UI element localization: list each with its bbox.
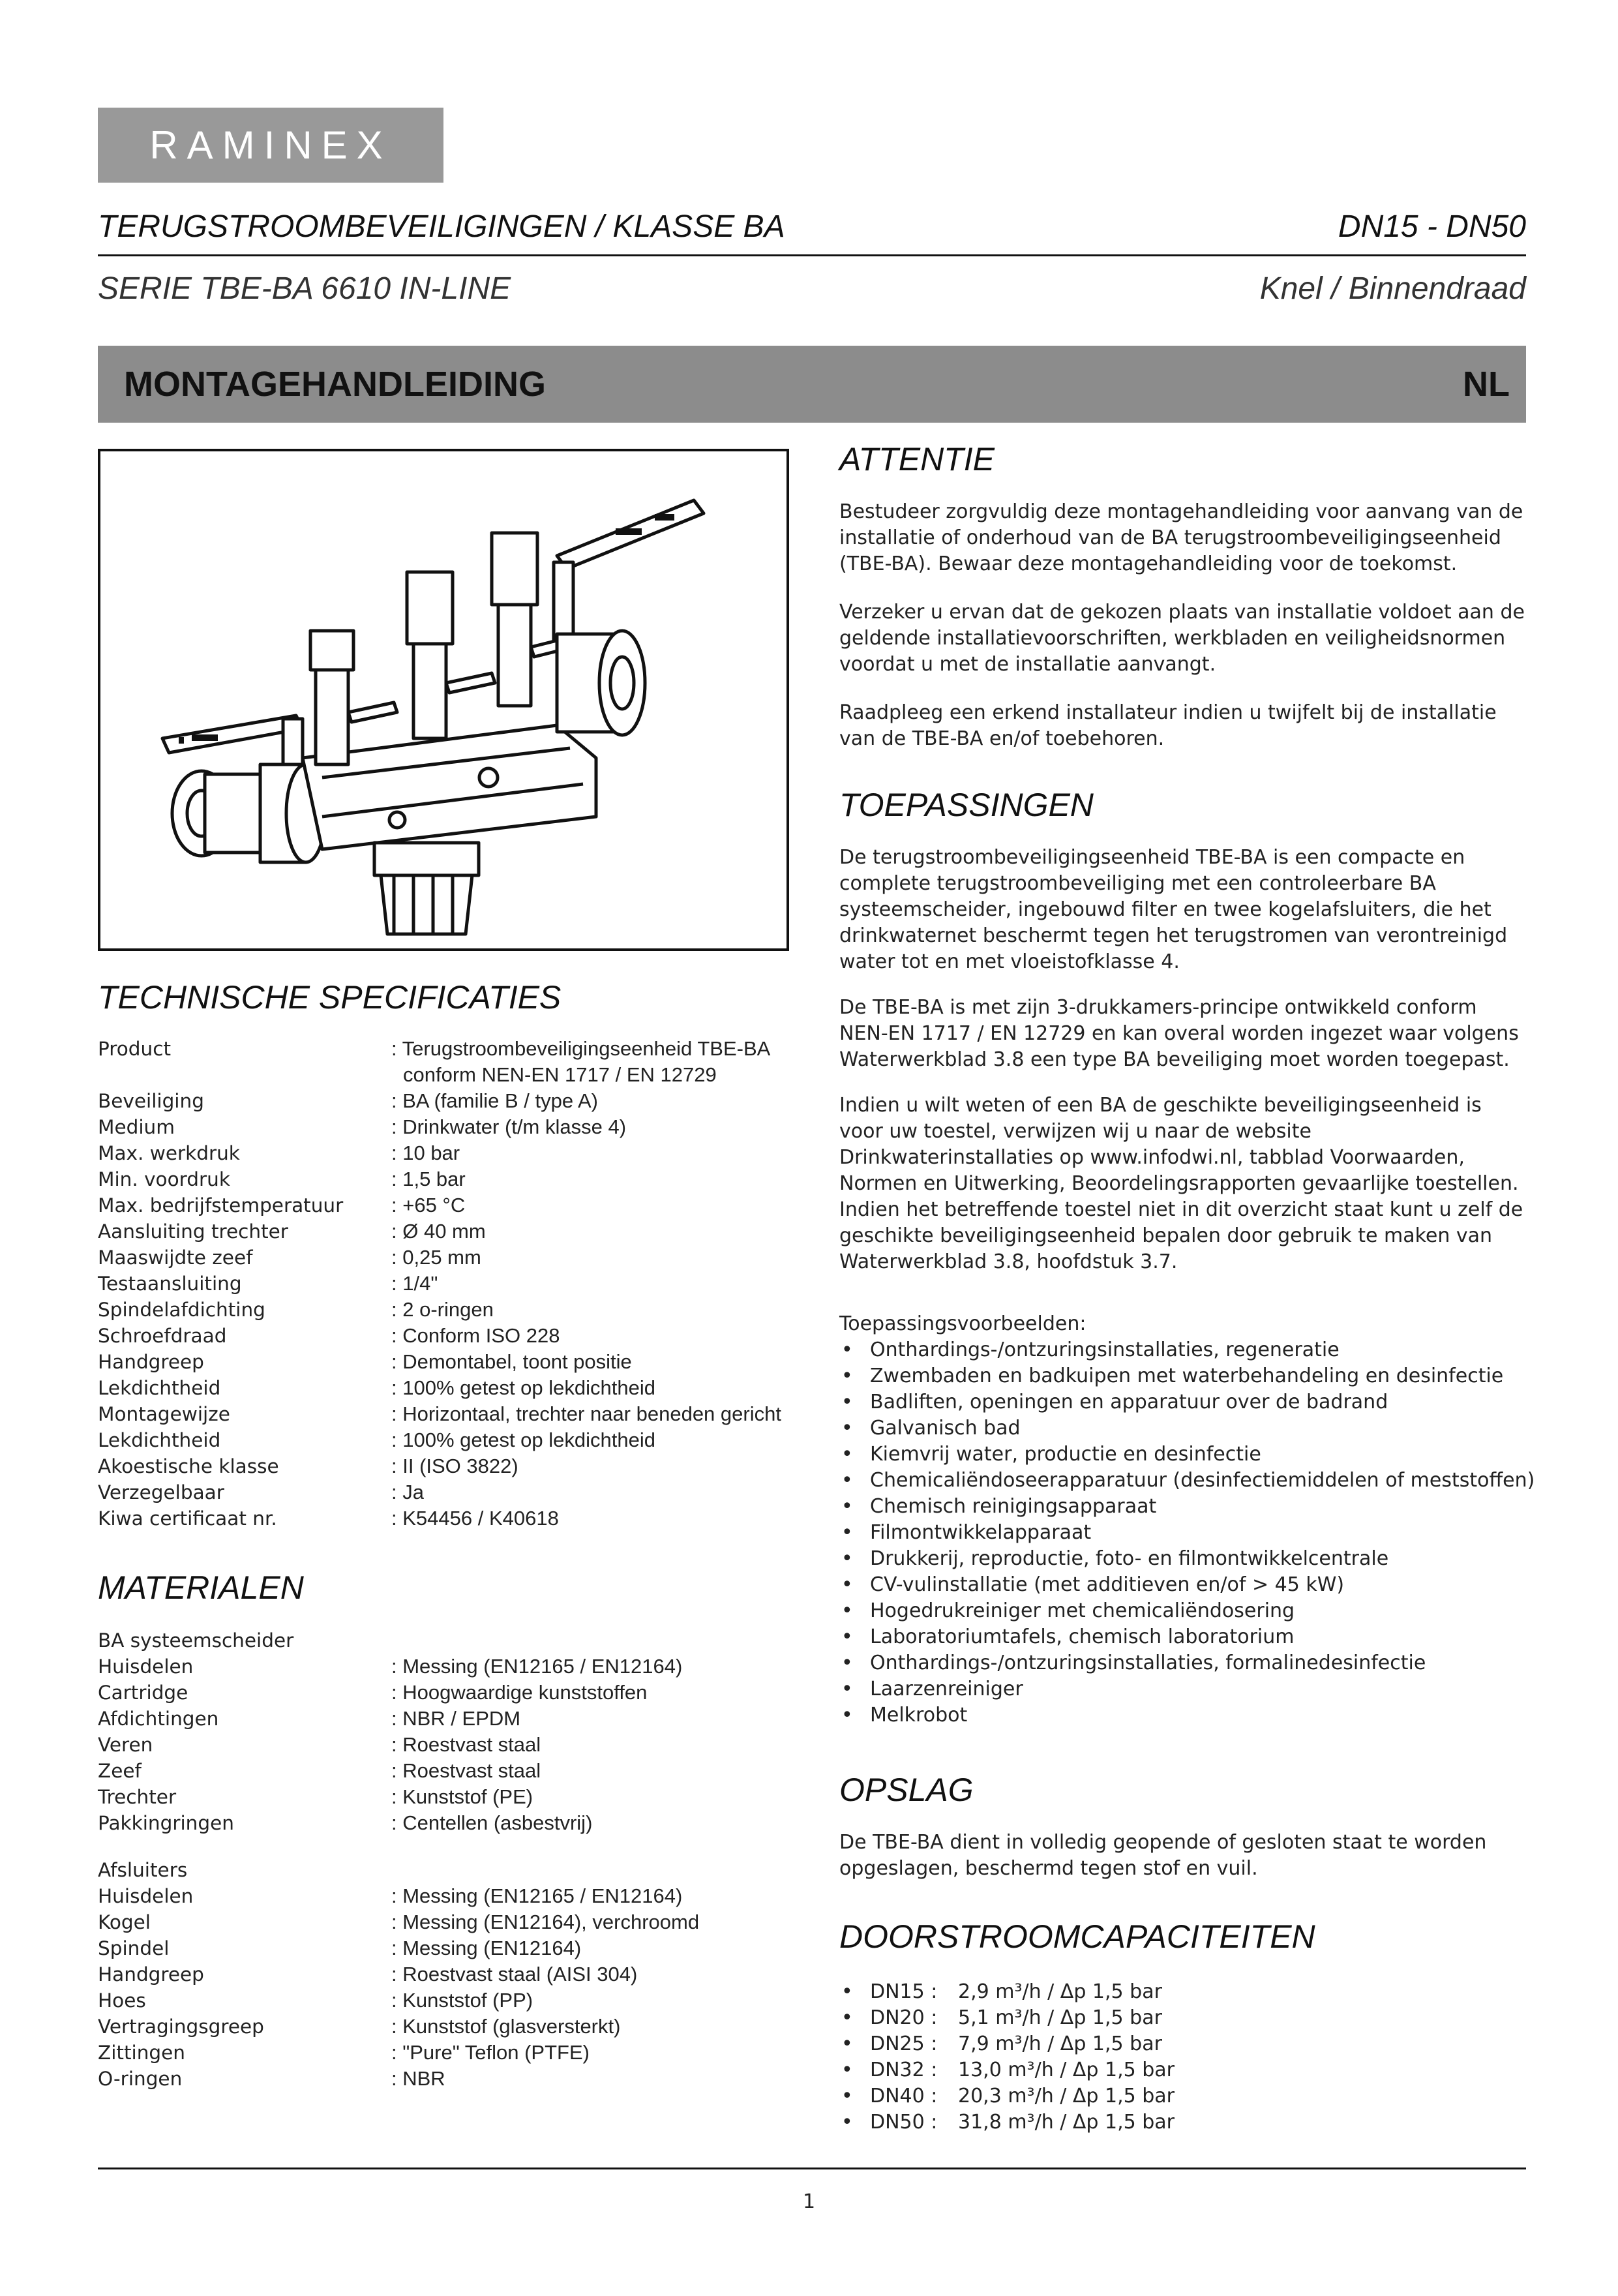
header-divider — [98, 254, 1526, 256]
examples-label: Toepassingsvoorbeelden: — [839, 1312, 1086, 1335]
material-value: : Roestvast staal (AISI 304) — [391, 1963, 638, 1986]
spec-key: Spindelafdichting — [98, 1299, 265, 1321]
flow-value: 20,3 m³/h / Δp 1,5 bar — [958, 2085, 1175, 2107]
spec-row — [98, 1166, 781, 1192]
storage-text — [839, 1830, 1524, 1904]
spec-key — [98, 1062, 391, 1088]
flow-value: 7,9 m³/h / Δp 1,5 bar — [958, 2032, 1162, 2055]
materials-table — [98, 1627, 699, 2092]
attention-paragraph: Raadpleeg een erkend installateur indien u twijfelt bij de installatie van de TBE-BA en/of toebehoren. — [839, 701, 1497, 750]
language-code: NL — [1463, 365, 1510, 404]
flow-size: DN15 : — [870, 1980, 938, 2003]
applications-heading: TOEPASSINGEN — [839, 787, 1094, 823]
spec-value: : 100% getest op lekdichtheid — [391, 1428, 655, 1451]
materials-group-label — [98, 1627, 699, 1654]
material-value: : Centellen (asbestvrij) — [391, 1811, 593, 1834]
flow-value: 2,9 m³/h / Δp 1,5 bar — [958, 1980, 1162, 2003]
spec-key: Montagewijze — [98, 1403, 230, 1425]
material-key: Pakkingringen — [98, 1812, 234, 1834]
material-key: Zittingen — [98, 2042, 186, 2064]
material-key: Vertragingsgreep — [98, 2016, 264, 2038]
spec-key: Max. bedrijfstemperatuur — [98, 1194, 344, 1216]
material-row — [98, 1909, 699, 1935]
flow-size: DN25 : — [870, 2032, 938, 2055]
header-title-row — [98, 209, 1526, 245]
material-key: Hoes — [98, 1989, 146, 2012]
spec-key: Lekdichtheid — [98, 1429, 221, 1451]
spec-row — [98, 1192, 781, 1218]
spec-value: : II (ISO 3822) — [391, 1455, 518, 1477]
spec-row — [98, 1349, 781, 1375]
spec-row — [98, 1114, 781, 1140]
flow-value: 13,0 m³/h / Δp 1,5 bar — [958, 2059, 1175, 2081]
material-key: Huisdelen — [98, 1655, 194, 1678]
spec-value: conform NEN-EN 1717 / EN 12729 — [403, 1063, 717, 1086]
spec-value: : 0,25 mm — [391, 1246, 481, 1269]
material-key: Afdichtingen — [98, 1708, 219, 1730]
material-row — [98, 1987, 699, 2014]
spec-row — [98, 1062, 781, 1088]
material-value: : Kunststof (glasversterkt) — [391, 2015, 621, 2038]
material-value: : NBR / EPDM — [391, 1707, 521, 1730]
material-key: Huisdelen — [98, 1885, 194, 1907]
applications-paragraph: De TBE-BA is met zijn 3-drukkamers-principe ontwikkeld conform NEN-EN 1717 / EN 12729 en kan overal worden ingezet waar volgens Waterwerkblad 3.8 een type BA beveiliging moet worden toegepast. — [839, 996, 1519, 1071]
spec-value: : Demontabel, toont positie — [391, 1350, 632, 1373]
header-subtitle-row — [98, 271, 1526, 307]
list-item: • Onthardings-/ontzuringsinstallaties, formalinedesinfectie — [839, 1650, 1531, 1676]
spec-value: : 2 o-ringen — [391, 1298, 494, 1321]
applications-paragraph: Indien u wilt weten of een BA de geschikte beveiligingseenheid is voor uw toestel, verwijzen wij u naar de website Drinkwaterinstallaties op www.infodwi.nl, tabblad Voorwaarden, Normen en Uitwerking, Beoordelingsrapporten gevaarlijke toestellen. Indien het betreffende toestel niet in dit overzicht staat kunt u zelf de geschikte beveiligingseenheid bepalen door gebruik te maken van Waterwerkblad 3.8, hoofdstuk 3.7. — [839, 1094, 1523, 1273]
flow-value: 5,1 m³/h / Δp 1,5 bar — [958, 2006, 1162, 2029]
material-row — [98, 1883, 699, 1909]
spec-row — [98, 1375, 781, 1401]
list-item: • Zwembaden en badkuipen met waterbehandeling en desinfectie — [839, 1363, 1531, 1389]
spec-value: : 1,5 bar — [391, 1168, 466, 1190]
list-item: • Galvanisch bad — [839, 1415, 1531, 1442]
material-row — [98, 1732, 699, 1758]
spec-value: : Drinkwater (t/m klasse 4) — [391, 1115, 627, 1138]
list-item: • Melkrobot — [839, 1702, 1531, 1729]
attention-text — [839, 499, 1527, 774]
list-item: • Chemisch reinigingsapparaat — [839, 1494, 1531, 1520]
spec-value: : 1/4" — [391, 1272, 438, 1295]
spec-row — [98, 1427, 781, 1453]
product-illustration — [98, 449, 789, 951]
material-value: : Kunststof (PP) — [391, 1989, 533, 2012]
flow-item — [839, 2031, 1175, 2057]
spec-row — [98, 1505, 781, 1532]
spec-key: Max. werkdruk — [98, 1142, 240, 1164]
material-key: Veren — [98, 1734, 153, 1756]
material-row — [98, 1758, 699, 1784]
attention-heading: ATTENTIE — [839, 441, 995, 477]
material-row — [98, 1706, 699, 1732]
material-key: Kogel — [98, 1911, 151, 1933]
material-row — [98, 1810, 699, 1836]
examples-list — [839, 1337, 1535, 1729]
spec-row — [98, 1088, 781, 1114]
flow-list — [839, 1979, 1175, 2136]
spec-key: Maaswijdte zeef — [98, 1246, 253, 1269]
list-item: • Laarzenreiniger — [839, 1676, 1531, 1702]
material-row — [98, 1935, 699, 1961]
spec-value: : +65 °C — [391, 1194, 466, 1216]
spec-key: Testaansluiting — [98, 1273, 242, 1295]
material-value: : Roestvast staal — [391, 1759, 541, 1782]
spec-key: Medium — [98, 1116, 175, 1138]
spec-row — [98, 1271, 781, 1297]
spec-row — [98, 1323, 781, 1349]
flow-item — [839, 1979, 1175, 2005]
spec-row — [98, 1297, 781, 1323]
spec-value: : Horizontaal, trechter naar beneden gericht — [391, 1402, 781, 1425]
material-row — [98, 2066, 699, 2092]
material-value: : Messing (EN12165 / EN12164) — [391, 1884, 683, 1907]
raminex-logo: RAMINEX — [98, 108, 443, 183]
spec-value: : Conform ISO 228 — [391, 1324, 560, 1347]
material-value: : Messing (EN12164), verchroomd — [391, 1911, 700, 1933]
materials-heading: MATERIALEN — [98, 1569, 304, 1606]
footer-divider — [98, 2168, 1526, 2169]
list-item: • Chemicaliëndoseerapparatuur (desinfectiemiddelen of meststoffen) — [839, 1468, 1531, 1494]
page-number: 1 — [802, 2190, 816, 2213]
flow-item — [839, 2005, 1175, 2031]
spec-value: : BA (familie B / type A) — [391, 1089, 599, 1112]
material-key: Handgreep — [98, 1963, 204, 1986]
spec-row — [98, 1036, 781, 1062]
spec-key: Beveiliging — [98, 1090, 204, 1112]
document-banner — [98, 346, 1526, 423]
material-key: Spindel — [98, 1937, 170, 1959]
spec-key: Akoestische klasse — [98, 1455, 279, 1477]
spec-key: Kiwa certificaat nr. — [98, 1507, 277, 1530]
list-item: • Kiemvrij water, productie en desinfectie — [839, 1442, 1531, 1468]
banner-title: MONTAGEHANDLEIDING — [124, 365, 546, 404]
flow-size: DN50 : — [870, 2111, 938, 2134]
list-item: • Badliften, openingen en apparatuur over de badrand — [839, 1389, 1531, 1415]
material-value: : Kunststof (PE) — [391, 1785, 533, 1808]
list-item: • Drukkerij, reproductie, foto- en filmontwikkelcentrale — [839, 1546, 1531, 1572]
flow-size: DN32 : — [870, 2059, 938, 2081]
flow-item — [839, 2109, 1175, 2136]
applications-examples — [839, 1311, 1535, 1729]
material-row — [98, 2014, 699, 2040]
product-title: TERUGSTROOMBEVEILIGINGEN / KLASSE BA — [98, 209, 785, 244]
spec-value: : 100% getest op lekdichtheid — [391, 1376, 655, 1399]
spec-value: : K54456 / K40618 — [391, 1507, 559, 1530]
flow-size: DN40 : — [870, 2085, 938, 2107]
material-row — [98, 1784, 699, 1810]
list-item: • Filmontwikkelapparaat — [839, 1520, 1531, 1546]
spec-value: : 10 bar — [391, 1141, 460, 1164]
size-range: DN15 - DN50 — [1338, 209, 1526, 244]
material-row — [98, 1654, 699, 1680]
spec-key: Aansluiting trechter — [98, 1220, 288, 1243]
specs-table — [98, 1036, 781, 1532]
list-item: • Laboratoriumtafels, chemisch laboratorium — [839, 1624, 1531, 1650]
flow-heading: DOORSTROOMCAPACITEITEN — [839, 1918, 1315, 1955]
attention-paragraph: Bestudeer zorgvuldig deze montagehandleiding voor aanvang van de installatie of onderhoud van de BA terugstroombeveiligingseenheid (TBE-BA). Bewaar deze montagehandleiding voor de toekomst. — [839, 500, 1523, 575]
attention-paragraph: Verzeker u ervan dat de gekozen plaats van installatie voldoet aan de geldende installatievoorschriften, werkbladen en veiligheidsnormen voordat u met de installatie aanvangt. — [839, 601, 1525, 676]
material-value: : NBR — [391, 2067, 445, 2090]
group-label: Afsluiters — [98, 1859, 188, 1881]
spec-row — [98, 1245, 781, 1271]
material-row — [98, 1961, 699, 1987]
material-key: Cartridge — [98, 1682, 188, 1704]
spec-row — [98, 1479, 781, 1505]
flow-value: 31,8 m³/h / Δp 1,5 bar — [958, 2111, 1175, 2134]
material-value: : Roestvast staal — [391, 1733, 541, 1756]
spec-row — [98, 1453, 781, 1479]
applications-paragraph: De terugstroombeveiligingseenheid TBE-BA is een compacte en complete terugstroombeveiliging met een controleerbare BA systeemscheider, ingebouwd filter en twee kogelafsluiters, die het drinkwaternet beschermt tegen het terugstromen van verontreinigd water tot en met vloeistofklasse 4. — [839, 846, 1508, 973]
backflow-preventer-drawing — [100, 451, 787, 948]
storage-heading: OPSLAG — [839, 1772, 974, 1808]
spec-key: Lekdichtheid — [98, 1377, 221, 1399]
material-key: Trechter — [98, 1786, 177, 1808]
material-value: : Messing (EN12164) — [391, 1937, 582, 1959]
spec-value: : Ø 40 mm — [391, 1220, 486, 1243]
series-name: SERIE TBE-BA 6610 IN-LINE — [98, 271, 511, 306]
material-value: : Messing (EN12165 / EN12164) — [391, 1655, 683, 1678]
material-key: Zeef — [98, 1760, 142, 1782]
materials-group-label — [98, 1857, 699, 1883]
spec-key: Schroefdraad — [98, 1325, 227, 1347]
list-item: • Onthardings-/ontzuringsinstallaties, regeneratie — [839, 1337, 1531, 1363]
spec-key: Product — [98, 1038, 172, 1060]
flow-size: DN20 : — [870, 2006, 938, 2029]
spec-row — [98, 1218, 781, 1245]
connection-type: Knel / Binnendraad — [1259, 271, 1526, 306]
spec-row — [98, 1140, 781, 1166]
spec-row — [98, 1401, 781, 1427]
flow-item — [839, 2083, 1175, 2109]
flow-item — [839, 2057, 1175, 2083]
group-label: BA systeemscheider — [98, 1629, 294, 1652]
storage-paragraph: De TBE-BA dient in volledig geopende of gesloten staat te worden opgeslagen, beschermd tegen stof en vuil. — [839, 1831, 1487, 1880]
spec-key: Handgreep — [98, 1351, 204, 1373]
applications-text — [839, 845, 1524, 1295]
spec-key: Verzegelbaar — [98, 1481, 224, 1503]
material-key: O-ringen — [98, 2068, 183, 2090]
material-value: : Hoogwaardige kunststoffen — [391, 1681, 648, 1704]
list-item: • CV-vulinstallatie (met additieven en/of > 45 kW) — [839, 1572, 1531, 1598]
spec-value: : Ja — [391, 1481, 424, 1503]
spec-key: Min. voordruk — [98, 1168, 230, 1190]
spec-value: : Terugstroombeveiligingseenheid TBE-BA — [391, 1037, 771, 1060]
material-value: : "Pure" Teflon (PTFE) — [391, 2041, 590, 2064]
list-item: • Hogedrukreiniger met chemicaliëndosering — [839, 1598, 1531, 1624]
specs-heading: TECHNISCHE SPECIFICATIES — [98, 979, 562, 1016]
material-row — [98, 2040, 699, 2066]
material-row — [98, 1680, 699, 1706]
